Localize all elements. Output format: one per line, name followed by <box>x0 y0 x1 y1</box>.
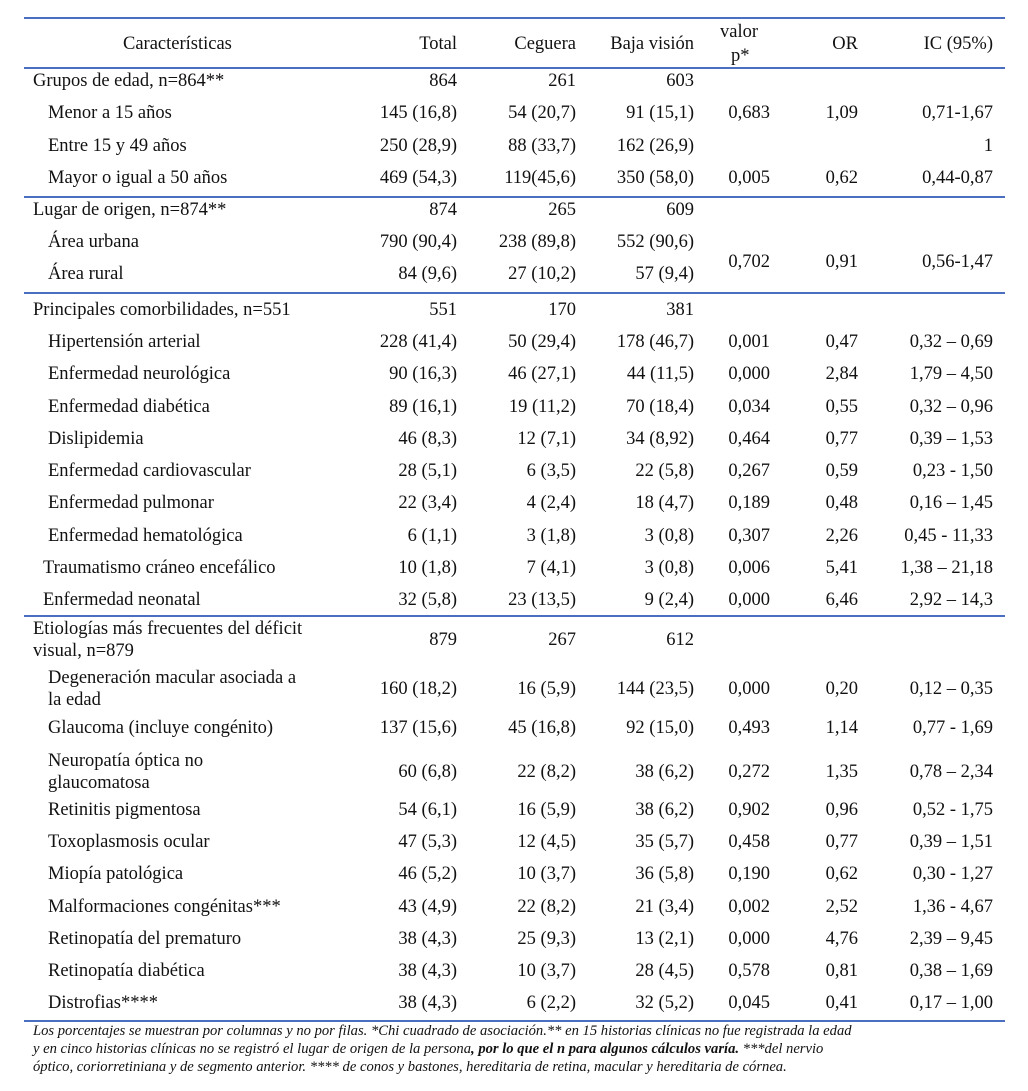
footnote-line1: Los porcentajes se muestran por columnas y no por filas. *Chi cuadrado de asociación.** en 15 historias clínicas no fue registrada la edad <box>33 1023 852 1039</box>
cell-p-value: 0,307 <box>728 526 770 546</box>
cell-ic: 0,16 – 1,45 <box>909 493 993 513</box>
cell-total: 60 (6,8) <box>398 762 457 782</box>
cell-total: 46 (8,3) <box>398 429 457 449</box>
cell-or: 0,62 <box>825 864 858 884</box>
top-rule <box>24 17 1005 19</box>
cell-p-value: 0,189 <box>728 493 770 513</box>
row-label: Mayor o igual a 50 años <box>48 168 228 188</box>
cell-ceguera: 22 (8,2) <box>517 897 576 917</box>
table-row <box>0 199 1028 231</box>
row-label: Degeneración macular asociada a <box>48 668 297 688</box>
cell-p-value: 0,000 <box>728 679 770 699</box>
row-label: Lugar de origen, n=874** <box>33 200 227 220</box>
cell-baja-vision: 44 (11,5) <box>626 364 694 384</box>
origen-ic: 0,56-1,47 <box>922 252 993 272</box>
row-label-continued: glaucomatosa <box>48 773 150 793</box>
cell-p-value: 0,493 <box>728 718 770 738</box>
cell-total: 89 (16,1) <box>389 397 457 417</box>
cell-baja-vision: 178 (46,7) <box>616 332 694 352</box>
header-p: p* <box>731 46 750 66</box>
cell-total: 46 (5,2) <box>398 864 457 884</box>
cell-baja-vision: 350 (58,0) <box>616 168 694 188</box>
row-label: Entre 15 y 49 años <box>48 136 187 156</box>
cell-total: 43 (4,9) <box>398 897 457 917</box>
etiologias-label-line1: Etiologías más frecuentes del déficit <box>33 619 303 639</box>
cell-total: 22 (3,4) <box>398 493 457 513</box>
cell-ic: 2,92 – 14,3 <box>909 590 993 610</box>
cell-ic: 1,79 – 4,50 <box>909 364 993 384</box>
cell-total: 38 (4,3) <box>398 929 457 949</box>
cell-baja-vision: 609 <box>666 200 694 220</box>
row-label: Traumatismo cráneo encefálico <box>43 558 276 578</box>
row-label: Enfermedad neurológica <box>48 364 231 384</box>
cell-p-value: 0,902 <box>728 800 770 820</box>
cell-p-value: 0,002 <box>728 897 770 917</box>
cell-or: 0,47 <box>825 332 858 352</box>
cell-or: 2,52 <box>825 897 858 917</box>
table-row <box>0 363 1028 395</box>
row-label: Neuropatía óptica no <box>48 751 204 771</box>
row-label: Toxoplasmosis ocular <box>48 832 210 852</box>
cell-baja-vision: 603 <box>666 71 694 91</box>
cell-or: 2,84 <box>825 364 858 384</box>
row-label: Miopía patológica <box>48 864 184 884</box>
cell-baja-vision: 32 (5,2) <box>635 993 694 1013</box>
cell-ceguera: 46 (27,1) <box>508 364 576 384</box>
row-label: Retinopatía diabética <box>48 961 205 981</box>
cell-p-value: 0,000 <box>728 929 770 949</box>
table-row <box>0 396 1028 428</box>
cell-p-value: 0,683 <box>728 103 770 123</box>
cell-or: 5,41 <box>825 558 858 578</box>
cell-total: 10 (1,8) <box>398 558 457 578</box>
cell-ceguera: 25 (9,3) <box>517 929 576 949</box>
cell-or: 0,59 <box>825 461 858 481</box>
cell-baja-vision: 70 (18,4) <box>626 397 694 417</box>
row-label: Retinopatía del prematuro <box>48 929 242 949</box>
cell-total: 137 (15,6) <box>379 718 457 738</box>
cell-p-value: 0,272 <box>728 762 770 782</box>
header-caracteristicas: Características <box>123 34 232 54</box>
cell-baja-vision: 35 (5,7) <box>635 832 694 852</box>
cell-baja-vision: 57 (9,4) <box>635 264 694 284</box>
cell-baja-vision: 3 (0,8) <box>644 558 694 578</box>
cell-ceguera: 261 <box>548 71 576 91</box>
table-row <box>0 667 1028 713</box>
cell-p-value: 0,190 <box>728 864 770 884</box>
cell-total: 28 (5,1) <box>398 461 457 481</box>
row-label: Principales comorbilidades, n=551 <box>33 300 291 320</box>
cell-ic: 0,32 – 0,96 <box>909 397 993 417</box>
row-label: Malformaciones congénitas*** <box>48 897 281 917</box>
cell-ic: 1,38 – 21,18 <box>900 558 993 578</box>
cell-ic: 0,78 – 2,34 <box>909 762 993 782</box>
row-label-continued: la edad <box>48 690 101 710</box>
table-row <box>0 331 1028 363</box>
cell-ceguera: 10 (3,7) <box>517 961 576 981</box>
cell-or: 2,26 <box>825 526 858 546</box>
cell-ic: 0,38 – 1,69 <box>909 961 993 981</box>
cell-or: 0,41 <box>825 993 858 1013</box>
cell-baja-vision: 18 (4,7) <box>635 493 694 513</box>
cell-p-value: 0,000 <box>728 364 770 384</box>
header-ic: IC (95%) <box>923 34 993 54</box>
etiologias-label-line2: visual, n=879 <box>33 641 134 661</box>
table-row <box>0 460 1028 492</box>
table-row <box>0 928 1028 960</box>
cell-ic: 1,36 - 4,67 <box>912 897 993 917</box>
cell-ceguera: 45 (16,8) <box>508 718 576 738</box>
footnote-line3: óptico, coriorretiniana y de segmento anterior. **** de conos y bastones, hereditaria de retina, macular y hereditaria de córnea. <box>33 1059 787 1075</box>
cell-total: 160 (18,2) <box>379 679 457 699</box>
cell-or: 1,09 <box>825 103 858 123</box>
header-ceguera: Ceguera <box>514 34 576 54</box>
cell-ceguera: 16 (5,9) <box>517 679 576 699</box>
cell-baja-vision: 38 (6,2) <box>635 762 694 782</box>
cell-baja-vision: 21 (3,4) <box>635 897 694 917</box>
cell-ic: 0,45 - 11,33 <box>904 526 993 546</box>
cell-total: 790 (90,4) <box>379 232 457 252</box>
header-baja-vision: Baja visión <box>610 34 694 54</box>
origen-p-value: 0,702 <box>728 252 770 272</box>
cell-total: 145 (16,8) <box>379 103 457 123</box>
etiologias-total: 879 <box>429 630 457 650</box>
row-label: Distrofias**** <box>48 993 158 1013</box>
cell-p-value: 0,267 <box>728 461 770 481</box>
footnote-line2 <box>33 1040 993 1058</box>
table-row <box>0 428 1028 460</box>
cell-p-value: 0,006 <box>728 558 770 578</box>
cell-ceguera: 7 (4,1) <box>526 558 576 578</box>
row-label: Enfermedad pulmonar <box>48 493 214 513</box>
cell-or: 4,76 <box>825 929 858 949</box>
header-or: OR <box>832 34 858 54</box>
table-row <box>0 960 1028 992</box>
cell-or: 0,20 <box>825 679 858 699</box>
table-footnote <box>33 1022 993 1076</box>
cell-p-value: 0,464 <box>728 429 770 449</box>
cell-total: 551 <box>429 300 457 320</box>
cell-p-value: 0,034 <box>728 397 770 417</box>
cell-ceguera: 27 (10,2) <box>508 264 576 284</box>
table-row <box>0 557 1028 589</box>
cell-baja-vision: 22 (5,8) <box>635 461 694 481</box>
cell-total: 90 (16,3) <box>389 364 457 384</box>
cell-ceguera: 54 (20,7) <box>508 103 576 123</box>
header-valor: valor <box>720 22 759 42</box>
table-row <box>0 863 1028 895</box>
cell-ceguera: 265 <box>548 200 576 220</box>
cell-ceguera: 12 (7,1) <box>517 429 576 449</box>
cell-ceguera: 3 (1,8) <box>526 526 576 546</box>
row-label: Enfermedad cardiovascular <box>48 461 251 481</box>
cell-total: 228 (41,4) <box>379 332 457 352</box>
cell-ceguera: 88 (33,7) <box>508 136 576 156</box>
table-row <box>0 135 1028 167</box>
cell-total: 250 (28,9) <box>379 136 457 156</box>
origen-or: 0,91 <box>825 252 858 272</box>
cell-ceguera: 119(45,6) <box>504 168 576 188</box>
row-label: Enfermedad hematológica <box>48 526 243 546</box>
table-row <box>0 992 1028 1024</box>
cell-ic: 0,39 – 1,53 <box>909 429 993 449</box>
footnote-line2-c: ***del nervio <box>739 1041 824 1057</box>
etiologias-baja: 612 <box>666 630 694 650</box>
cell-ic: 0,23 - 1,50 <box>912 461 993 481</box>
cell-baja-vision: 381 <box>666 300 694 320</box>
cell-ceguera: 238 (89,8) <box>498 232 576 252</box>
cell-ceguera: 6 (3,5) <box>526 461 576 481</box>
cell-p-value: 0,001 <box>728 332 770 352</box>
cell-or: 0,81 <box>825 961 858 981</box>
cell-baja-vision: 9 (2,4) <box>644 590 694 610</box>
cell-or: 0,77 <box>825 429 858 449</box>
cell-or: 0,77 <box>825 832 858 852</box>
table-row <box>0 299 1028 331</box>
cell-total: 6 (1,1) <box>407 526 457 546</box>
cell-baja-vision: 28 (4,5) <box>635 961 694 981</box>
cell-ic: 0,12 – 0,35 <box>909 679 993 699</box>
cell-or: 1,35 <box>825 762 858 782</box>
cell-total: 874 <box>429 200 457 220</box>
cell-ic: 0,52 - 1,75 <box>912 800 993 820</box>
row-label: Área rural <box>48 264 124 284</box>
cell-ceguera: 23 (13,5) <box>508 590 576 610</box>
cell-ic: 0,44-0,87 <box>922 168 993 188</box>
cell-p-value: 0,578 <box>728 961 770 981</box>
cell-baja-vision: 3 (0,8) <box>644 526 694 546</box>
cell-ic: 2,39 – 9,45 <box>909 929 993 949</box>
cell-p-value: 0,005 <box>728 168 770 188</box>
cell-baja-vision: 38 (6,2) <box>635 800 694 820</box>
cell-p-value: 0,000 <box>728 590 770 610</box>
cell-baja-vision: 92 (15,0) <box>626 718 694 738</box>
cell-total: 32 (5,8) <box>398 590 457 610</box>
cell-ceguera: 16 (5,9) <box>517 800 576 820</box>
cell-ic: 0,32 – 0,69 <box>909 332 993 352</box>
etiologias-ceguera: 267 <box>548 630 576 650</box>
cell-or: 0,48 <box>825 493 858 513</box>
cell-ceguera: 12 (4,5) <box>517 832 576 852</box>
cell-or: 0,55 <box>825 397 858 417</box>
cell-baja-vision: 34 (8,92) <box>626 429 694 449</box>
cell-total: 54 (6,1) <box>398 800 457 820</box>
table-row <box>0 589 1028 621</box>
cell-total: 469 (54,3) <box>379 168 457 188</box>
cell-ic: 0,77 - 1,69 <box>912 718 993 738</box>
header-total: Total <box>419 34 457 54</box>
table-row <box>0 896 1028 928</box>
cell-total: 38 (4,3) <box>398 961 457 981</box>
row-label: Hipertensión arterial <box>48 332 201 352</box>
footnote-line2-a: y en cinco historias clínicas no se registró el lugar de origen de la persona <box>33 1041 472 1057</box>
cell-or: 6,46 <box>825 590 858 610</box>
cell-ic: 0,30 - 1,27 <box>912 864 993 884</box>
cell-ceguera: 10 (3,7) <box>517 864 576 884</box>
cell-p-value: 0,458 <box>728 832 770 852</box>
row-label: Área urbana <box>48 232 139 252</box>
table-header-row <box>0 22 1028 66</box>
cell-baja-vision: 162 (26,9) <box>616 136 694 156</box>
cell-total: 47 (5,3) <box>398 832 457 852</box>
cell-ceguera: 19 (11,2) <box>508 397 576 417</box>
row-label: Glaucoma (incluye congénito) <box>48 718 273 738</box>
cell-total: 864 <box>429 71 457 91</box>
cell-or: 1,14 <box>825 718 858 738</box>
row-label: Dislipidemia <box>48 429 144 449</box>
cell-baja-vision: 91 (15,1) <box>626 103 694 123</box>
row-label: Enfermedad neonatal <box>43 590 201 610</box>
footnote-line2-bold: , por lo que el n para algunos cálculos varía. <box>471 1041 740 1057</box>
cell-or: 0,96 <box>825 800 858 820</box>
cell-ic: 0,39 – 1,51 <box>909 832 993 852</box>
table-row <box>0 102 1028 134</box>
cell-total: 38 (4,3) <box>398 993 457 1013</box>
row-label: Grupos de edad, n=864** <box>33 71 225 91</box>
cell-p-value: 0,045 <box>728 993 770 1013</box>
etiologias-section-header <box>0 618 1028 662</box>
cell-total: 84 (9,6) <box>398 264 457 284</box>
cell-ceguera: 6 (2,2) <box>526 993 576 1013</box>
table-row <box>0 717 1028 749</box>
header-rule <box>24 67 1005 69</box>
cell-ceguera: 170 <box>548 300 576 320</box>
cell-ceguera: 4 (2,4) <box>526 493 576 513</box>
cell-ceguera: 22 (8,2) <box>517 762 576 782</box>
table-row <box>0 492 1028 524</box>
row-label: Menor a 15 años <box>48 103 172 123</box>
table-row <box>0 167 1028 199</box>
table-row <box>0 525 1028 557</box>
row-label: Retinitis pigmentosa <box>48 800 201 820</box>
table-row <box>0 799 1028 831</box>
cell-baja-vision: 552 (90,6) <box>616 232 694 252</box>
cell-ic: 1 <box>983 136 993 156</box>
row-label: Enfermedad diabética <box>48 397 210 417</box>
table-row <box>0 70 1028 102</box>
cell-baja-vision: 13 (2,1) <box>635 929 694 949</box>
cell-ceguera: 50 (29,4) <box>508 332 576 352</box>
table-row <box>0 750 1028 796</box>
cell-baja-vision: 144 (23,5) <box>616 679 694 699</box>
cell-baja-vision: 36 (5,8) <box>635 864 694 884</box>
cell-ic: 0,71-1,67 <box>922 103 993 123</box>
cell-ic: 0,17 – 1,00 <box>909 993 993 1013</box>
table-row <box>0 831 1028 863</box>
cell-or: 0,62 <box>825 168 858 188</box>
origen-stats-row <box>0 251 1028 283</box>
